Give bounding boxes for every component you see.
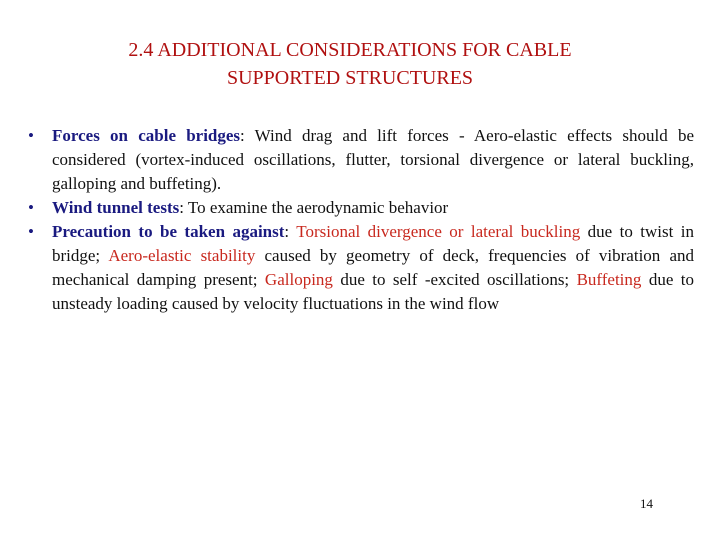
page-number: 14: [640, 496, 653, 511]
bullet-item-wind-tunnel: [24, 196, 694, 220]
bullet-text: : To examine the aerodynamic behavior: [179, 198, 449, 217]
highlight-buffeting: Buffeting: [576, 270, 642, 289]
bullet-text: due to twist in bridge;: [52, 222, 694, 265]
bullet-heading: Forces on cable bridges: [52, 126, 241, 145]
bullet-text: :: [284, 222, 297, 241]
bullet-item-precaution: [24, 220, 694, 316]
highlight-torsional-divergence: Torsional divergence or lateral buckling: [296, 222, 581, 241]
bullet-text: due to unsteady loading caused by velocity fluctuations in the wind flow: [52, 270, 694, 313]
bullet-heading: Wind tunnel tests: [52, 198, 180, 217]
slide-title: [60, 36, 640, 92]
highlight-galloping: Galloping: [264, 270, 333, 289]
bullet-marker: •: [28, 126, 34, 145]
bullet-text: due to self -excited oscillations;: [332, 270, 577, 289]
bullet-marker: •: [28, 222, 34, 241]
bullet-text: caused by geometry of deck, frequencies of vibration and mechanical damping present;: [52, 246, 694, 289]
bullet-text: : Wind drag and lift forces - Aero-elastic effects should be considered (vortex-induced oscillations, flutter, torsional divergence or lateral buckling, galloping and buffeting).: [52, 126, 694, 193]
bullet-item-forces: [24, 124, 694, 196]
slide-title-line-1: 2.4 ADDITIONAL CONSIDERATIONS FOR CABLE: [128, 39, 572, 61]
bullet-marker: •: [28, 198, 34, 217]
bullet-list: [24, 124, 694, 316]
highlight-aero-elastic-stability: Aero-elastic stability: [108, 246, 256, 265]
slide-title-line-2: SUPPORTED STRUCTURES: [226, 67, 474, 89]
bullet-heading: Precaution to be taken against: [52, 222, 285, 241]
